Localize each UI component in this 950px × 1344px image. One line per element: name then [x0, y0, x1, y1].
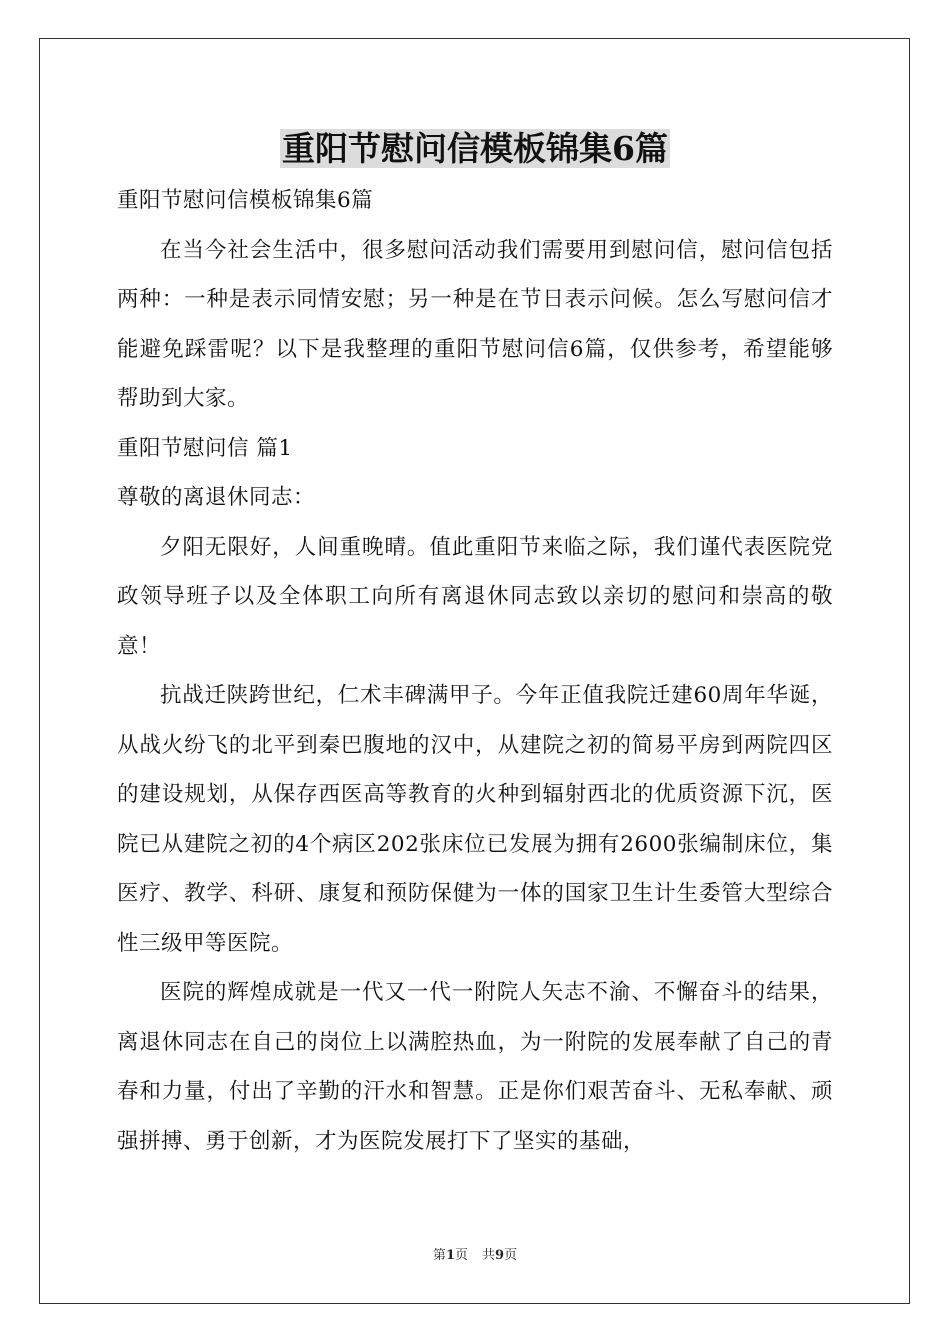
- page-footer: [0, 1246, 950, 1266]
- body-paragraph: 医院的辉煌成就是一代又一代一附院人矢志不渝、不懈奋斗的结果，离退休同志在自己的岗位上以满腔热血，为一附院的发展奉献了自己的青春和力量，付出了辛勤的汗水和智慧。正是你们艰苦奋斗、无私奉献、顽强拼搏、勇于创新，才为医院发展打下了坚实的基础，: [117, 980, 833, 1154]
- document-title: [0, 126, 950, 172]
- salutation: 尊敬的离退休同志：: [117, 485, 316, 510]
- page-number-prefix: 第: [432, 1248, 446, 1263]
- intro-paragraph: 在当今社会生活中，很多慰问活动我们需要用到慰问信，慰问信包括两种：一种是表示同情安慰；另一种是在节日表示问候。怎么写慰问信才能避免踩雷呢？以下是我整理的重阳节慰问信6篇，仅供参考，希望能够帮助到大家。: [117, 237, 833, 411]
- page-total-count: 9: [495, 1248, 505, 1263]
- subtitle-paragraph: 重阳节慰问信模板锦集6篇: [117, 188, 374, 213]
- document-title-text: 重阳节慰问信模板锦集6篇: [282, 129, 668, 168]
- page-number-current: 1: [445, 1248, 455, 1263]
- page-total-suffix: 页: [504, 1248, 518, 1263]
- page-number-suffix: 页: [454, 1248, 468, 1263]
- page-total-prefix: 共: [482, 1248, 496, 1263]
- section-heading: 重阳节慰问信 篇1: [117, 435, 293, 461]
- document-body: [117, 176, 833, 1166]
- body-paragraph: 抗战迁陕跨世纪，仁术丰碑满甲子。今年正值我院迁建60周年华诞，从战火纷飞的北平到秦巴腹地的汉中，从建院之初的简易平房到两院四区的建设规划，从保存西医高等教育的火种到辐射西北的优质资源下沉，医院已从建院之初的4个病区202张床位已发展为拥有2600张编制床位，集医疗、教学、科研、康复和预防保健为一体的国家卫生计生委管大型综合性三级甲等医院。: [117, 683, 833, 956]
- body-paragraph: 夕阳无限好，人间重晚晴。值此重阳节来临之际，我们谨代表医院党政领导班子以及全体职工向所有离退休同志致以亲切的慰问和崇高的敬意！: [117, 534, 833, 659]
